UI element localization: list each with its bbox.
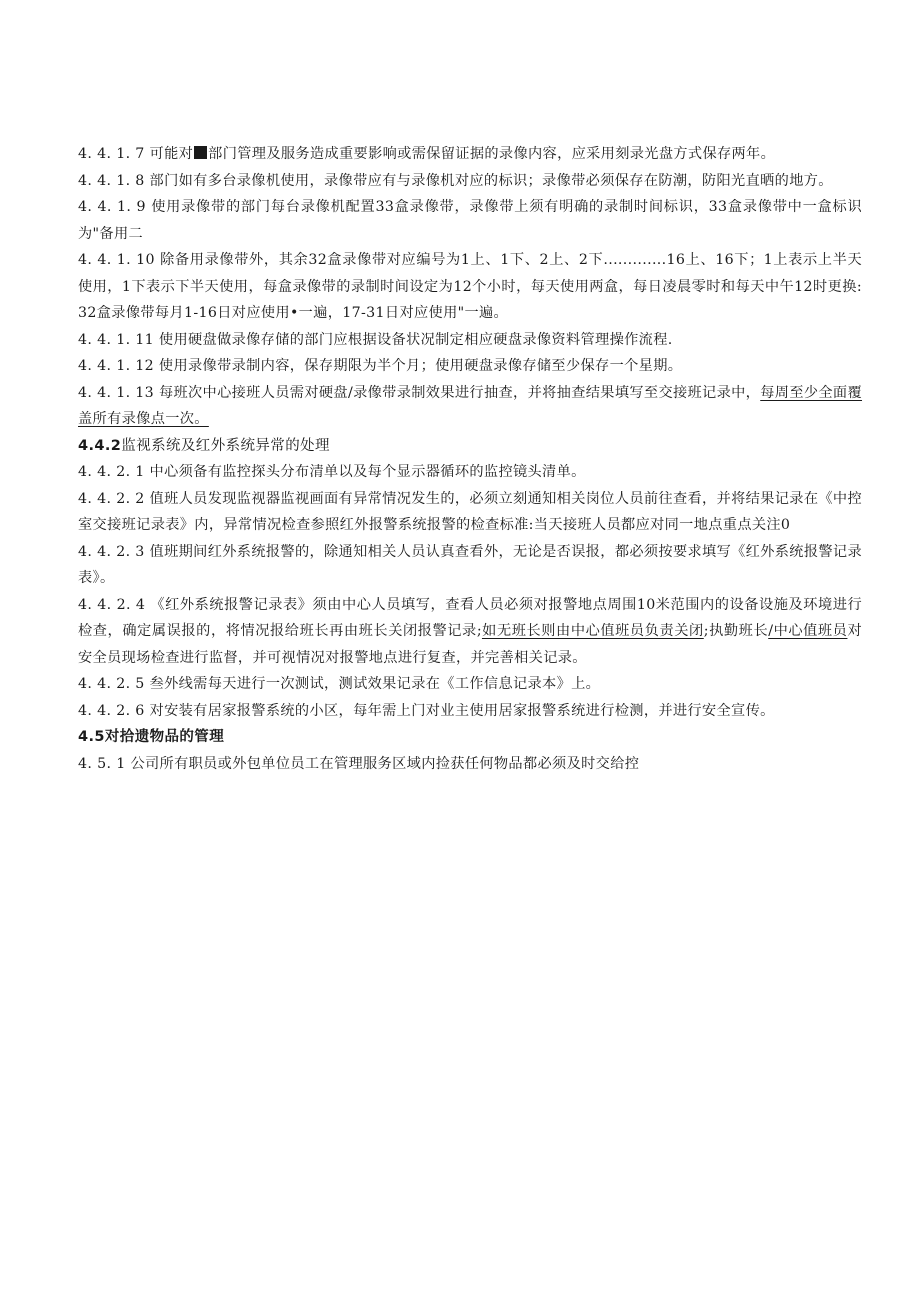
clause-number: 4. 4. 1. 10: [78, 252, 155, 268]
clause-text: 《红外系统报警记录表》须由中心人员填写，查看人员必须对报警地点周围10米范围内的设备设施及环境进行检查，确定属误报的，将情况报给班长再由班长关闭报警记录;: [78, 596, 862, 639]
clause-number: 4. 4. 1. 11: [78, 331, 155, 348]
paragraph-4-4-2-4: [78, 592, 862, 672]
redaction-block-icon: [194, 146, 207, 159]
clause-text: 值班期间红外系统报警的，除通知相关人员认真查看外，无论是否误报，都必须按要求填写《红外系统报警记录表》。: [78, 543, 862, 586]
section-heading-4-5: [78, 724, 862, 751]
paragraph-4-4-1-9: [78, 194, 862, 247]
document-page: [78, 141, 862, 777]
paragraph-4-4-1-11: [78, 327, 862, 354]
clause-text: 部门管理及服务造成重要影响或需保留证据的录像内容，应采用刻录光盘方式保存两年。: [208, 146, 776, 162]
section-title: 对拾遗物品的管理: [104, 729, 225, 745]
paragraph-4-4-1-7: [78, 141, 862, 168]
clause-text: 使用录像带的部门每台录像机配置33盒录像带，录像带上须有明确的录制时间标识，33盒录像带中一盒标识为"备用二: [78, 199, 862, 242]
section-number: 4.4.2: [78, 437, 122, 454]
clause-text: 值班人员发现监视器监视画面有异常情况发生的，必须立刻通知相关岗位人员前往查看，并将结果记录在《中控室交接班记录表》内，异常情况检查参照红外报警系统报警的检查标准:当天接班人员都应对同一地点重点关注0: [78, 490, 862, 533]
clause-number: 4. 4. 1. 7: [78, 146, 145, 162]
clause-number: 4. 5. 1: [78, 755, 126, 772]
section-number: 4.5: [78, 729, 105, 745]
clause-text: ;执勤班长: [703, 623, 769, 639]
underlined-text: 每周至少全面覆盖所有录像点一次。: [78, 384, 863, 427]
clause-number: 4. 4. 1. 9: [78, 199, 146, 215]
clause-number: 4. 4. 2. 4: [78, 596, 146, 613]
clause-number: 4. 4. 2. 2: [78, 490, 145, 507]
paragraph-4-4-2-1: [78, 459, 862, 486]
section-heading-4-4-2: [78, 433, 862, 460]
paragraph-4-4-1-8: [78, 168, 862, 195]
clause-text: 叁外线需每天进行一次测试，测试效果记录在《工作信息记录本》上。: [149, 676, 601, 692]
paragraph-4-4-2-5: [78, 671, 862, 698]
paragraph-4-4-2-2: [78, 486, 862, 539]
paragraph-4-4-1-13: [78, 380, 862, 433]
clause-text: 除备用录像带外，其余32盒录像带对应编号为1上、1下、2上、2下.............16上、16下；1上表示上半天使用，1下表示下半天使用，每盒录像带的录制时间设定为12个小时，每天使用两盒，每日凌晨零时和每天中午12时更换:32盒录像带每月1-16日对应使用•一遍，17-31日对应使用"一遍。: [78, 252, 862, 321]
clause-number: 4. 4. 1. 13: [78, 384, 155, 401]
clause-number: 4. 4. 2. 3: [78, 543, 145, 560]
clause-number: 4. 4. 2. 1: [78, 464, 145, 480]
clause-text: 对安装有居家报警系统的小区，每年需上门对业主使用居家报警系统进行检测，并进行安全宣传。: [149, 702, 775, 719]
clause-number: 4. 4. 2. 5: [78, 676, 145, 692]
paragraph-4-4-1-10: [78, 247, 862, 327]
paragraph-4-5-1: [78, 751, 862, 778]
clause-number: 4. 4. 1. 8: [78, 172, 145, 189]
clause-text: 使用录像带录制内容，保存期限为半个月；使用硬盘录像存储至少保存一个星期。: [158, 358, 683, 374]
clause-number: 4. 4. 2. 6: [78, 702, 145, 719]
clause-text: 使用硬盘做录像存储的部门应根据设备状况制定相应硬盘录像资料管理操作流程.: [158, 331, 673, 348]
clause-text: 每班次中心接班人员需对硬盘/录像带录制效果进行抽查，并将抽查结果填写至交接班记录中，: [158, 384, 761, 401]
clause-text: 公司所有职员或外包单位员工在管理服务区域内捡获任何物品都必须及时交给控: [130, 755, 640, 772]
clause-text: 可能对: [149, 146, 194, 162]
underlined-text: /中心值班员: [768, 623, 848, 639]
section-title: 监视系统及红外系统异常的处理: [121, 437, 330, 454]
clause-text: 对安全员现场检查进行监督，并可视情况对报警地点进行复查，并完善相关记录。: [78, 623, 862, 666]
clause-text: 中心须备有监控探头分布清单以及每个显示器循环的监控镜头清单。: [149, 464, 586, 480]
paragraph-4-4-2-3: [78, 539, 862, 592]
paragraph-4-4-1-12: [78, 353, 862, 380]
clause-number: 4. 4. 1. 12: [78, 358, 155, 374]
clause-text: 部门如有多台录像机使用，录像带应有与录像机对应的标识；录像带必须保存在防潮，防阳光直晒的地方。: [149, 172, 833, 189]
underlined-text: 如无班长则由中心值班员负责关闭: [481, 623, 704, 639]
paragraph-4-4-2-6: [78, 698, 862, 725]
